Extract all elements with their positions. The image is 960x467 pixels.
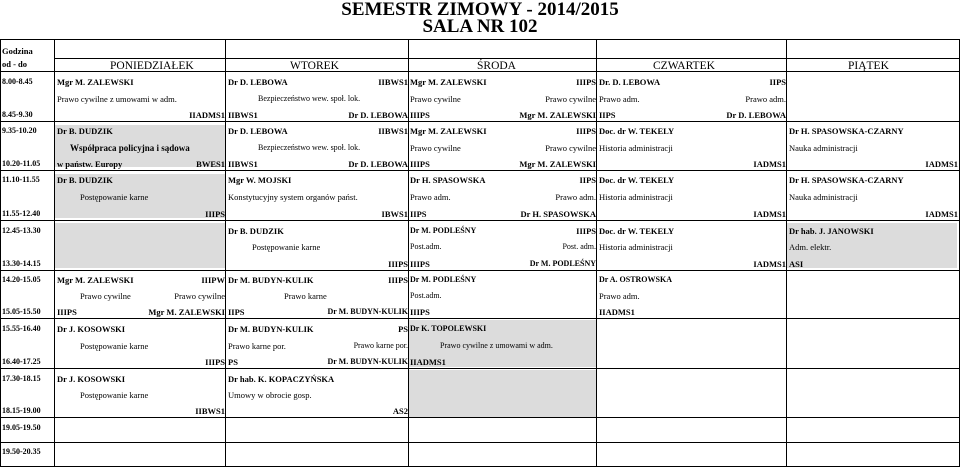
course: Prawo adm.	[555, 192, 596, 202]
group: IIPS	[599, 110, 616, 120]
course: Prawo cywilne	[410, 143, 461, 153]
course: Post.adm.	[410, 242, 442, 251]
group: IIPS	[579, 175, 596, 185]
time-label: 18.15-19.00	[2, 406, 41, 415]
course: Prawo karne por.	[353, 341, 408, 350]
course: Adm. elektr.	[789, 242, 832, 252]
teacher: Dr H. SPASOWSKA-CZARNY	[789, 175, 904, 185]
course: Prawo karne por.	[228, 341, 286, 351]
group: IIIPW	[201, 275, 225, 285]
time-label: 11.10-11.55	[2, 175, 40, 184]
course: Prawo adm.	[745, 94, 786, 104]
course: Bezpieczeństwo wew. społ. lok.	[258, 94, 361, 103]
teacher: Dr D. LEBOWA	[348, 159, 408, 169]
header-day-wed: ŚRODA	[477, 60, 516, 72]
teacher: Dr hab. J. JANOWSKI	[789, 226, 874, 236]
shade-mon-r4	[54, 223, 225, 268]
group: IBWS1	[381, 209, 408, 219]
group: IIIPS	[410, 307, 430, 317]
course: Prawo adm.	[599, 94, 640, 104]
teacher: Dr D. LEBOWA	[228, 126, 288, 136]
group: ASI	[789, 259, 804, 269]
teacher: Mgr M. ZALEWSKI	[57, 77, 134, 87]
group: PS	[228, 357, 238, 367]
rule-col-time	[54, 39, 55, 467]
title-room: SALA NR 102	[422, 16, 538, 37]
group: IIIPS	[57, 307, 77, 317]
group: BWES1	[196, 159, 225, 169]
group: IIIPS	[410, 259, 430, 269]
course: Prawo karne	[284, 291, 327, 301]
group: IIIPS	[576, 77, 596, 87]
course: Prawo cywilne	[545, 94, 596, 104]
teacher: Dr M. BUDYN-KULIK	[228, 324, 314, 334]
course: Postępowanie karne	[80, 390, 149, 400]
teacher: Dr H. SPASOWSKA	[410, 175, 486, 185]
group: IIIPS	[388, 259, 408, 269]
teacher: Dr J. KOSOWSKI	[57, 324, 126, 334]
group: IIIPS	[576, 226, 596, 236]
course: Prawo cywilne	[410, 94, 461, 104]
teacher: Mgr M. ZALEWSKI	[519, 159, 596, 169]
course: Postępowanie karne	[80, 341, 149, 351]
teacher: Dr A. OSTROWSKA	[599, 275, 672, 284]
teacher: Dr H. SPASOWSKA-CZARNY	[789, 126, 904, 136]
course: Historia administracji	[599, 192, 673, 202]
teacher: Dr M. BUDYN-KULIK	[228, 275, 314, 285]
rule-header-top	[0, 39, 960, 40]
rule-row-3	[0, 220, 960, 221]
group: IADMS1	[925, 159, 958, 169]
header-day-tue: WTOREK	[290, 60, 339, 72]
rule-row-2	[0, 170, 960, 171]
rule-col-left	[0, 39, 1, 467]
time-label: 12.45-13.30	[2, 226, 41, 235]
teacher: Dr M. PODLEŚNY	[529, 259, 596, 268]
group: IIADMS1	[189, 110, 225, 120]
rule-col-tue	[408, 39, 409, 467]
teacher: Dr B. DUDZIK	[57, 126, 113, 136]
teacher: Mgr W. MOJSKI	[228, 175, 292, 185]
course: Post. adm.	[562, 242, 596, 251]
rule-row-4	[0, 270, 960, 271]
course: Prawo adm.	[410, 192, 451, 202]
course: Postępowanie karne	[80, 192, 149, 202]
group: IIPS	[228, 307, 245, 317]
teacher: Dr J. KOSOWSKI	[57, 374, 126, 384]
group: IIPS	[410, 209, 427, 219]
time-label: 9.35-10.20	[2, 126, 37, 135]
header-hours-2: od - do	[2, 59, 28, 69]
group: IIIPS	[410, 110, 430, 120]
header-hours-1: Godzina	[2, 46, 33, 56]
group: IADMS1	[753, 209, 786, 219]
group: IIBWS1	[378, 126, 408, 136]
header-day-mon: PONIEDZIAŁEK	[110, 60, 194, 72]
teacher: Dr B. DUDZIK	[228, 226, 284, 236]
rule-row-5	[0, 318, 960, 319]
teacher: Mgr M. ZALEWSKI	[519, 110, 596, 120]
course: Konstytucyjny system organów państ.	[228, 192, 358, 202]
course: Prawo adm.	[599, 291, 640, 301]
time-label: 8.45-9.30	[2, 110, 33, 119]
teacher: Dr H. SPASOWSKA	[520, 209, 596, 219]
time-label: 13.30-14.15	[2, 259, 41, 268]
teacher: Doc. dr W. TEKELY	[599, 226, 675, 236]
group: IADMS1	[753, 259, 786, 269]
rule-row-1	[0, 121, 960, 122]
rule-col-thu	[786, 39, 787, 467]
time-label: 17.30-18.15	[2, 374, 41, 383]
rule-col-mon	[225, 39, 226, 467]
rule-row-6	[0, 368, 960, 369]
time-label: 19.05-19.50	[2, 423, 41, 432]
group: IADMS1	[753, 159, 786, 169]
teacher: Dr K. TOPOLEWSKI	[410, 324, 487, 333]
teacher: Dr. D. LEBOWA	[599, 77, 661, 87]
teacher: Doc. dr W. TEKELY	[599, 126, 675, 136]
header-day-thu: CZWARTEK	[653, 60, 715, 72]
time-label: 15.55-16.40	[2, 324, 41, 333]
teacher: Doc. dr W. TEKELY	[599, 175, 675, 185]
course: Współpraca policyjna i sądowa	[70, 143, 190, 153]
group: IIBWS1	[228, 110, 258, 120]
group: IIIPS	[410, 159, 430, 169]
group: IIBWS1	[378, 77, 408, 87]
teacher: Dr M. BUDYN-KULIK	[327, 357, 408, 366]
rule-day-line	[54, 58, 960, 59]
time-label: 10.20-11.05	[2, 159, 41, 168]
course: Historia administracji	[599, 242, 673, 252]
header-day-fri: PIĄTEK	[848, 60, 889, 72]
group: IIIPS	[576, 126, 596, 136]
course: Prawo cywilne z umowami w adm.	[57, 94, 177, 104]
teacher: Dr B. DUDZIK	[57, 175, 113, 185]
course: Prawo cywilne	[174, 291, 225, 301]
course: Nauka administracji	[789, 143, 858, 153]
course: Bezpieczeństwo wew. społ. lok.	[258, 143, 361, 152]
time-label: 19.50-20.35	[2, 447, 41, 456]
teacher: Mgr M. ZALEWSKI	[410, 77, 487, 87]
course: Prawo cywilne	[80, 291, 131, 301]
course: Post.adm.	[410, 291, 442, 300]
time-label: 11.55-12.40	[2, 209, 41, 218]
rule-col-wed	[596, 39, 597, 467]
teacher: Mgr M. ZALEWSKI	[148, 307, 225, 317]
time-label: 8.00-8.45	[2, 77, 33, 86]
rule-row-8	[0, 442, 960, 443]
teacher: Mgr M. ZALEWSKI	[410, 126, 487, 136]
group: IIADMS1	[599, 307, 635, 317]
course: Historia administracji	[599, 143, 673, 153]
teacher: Dr M. PODLEŚNY	[410, 275, 477, 284]
teacher: Dr M. BUDYN-KULIK	[327, 307, 408, 316]
group: IADMS1	[925, 209, 958, 219]
course: Postępowanie karne	[252, 242, 321, 252]
teacher: Dr hab. K. KOPACZYŃSKA	[228, 374, 335, 384]
teacher: Dr D. LEBOWA	[726, 110, 786, 120]
group: IIBWS1	[228, 159, 258, 169]
group: IIIPS	[205, 357, 225, 367]
title-semester: SEMESTR ZIMOWY - 2014/2015	[341, 0, 619, 20]
teacher: Dr M. PODLEŚNY	[410, 226, 477, 235]
course: Prawo cywilne	[545, 143, 596, 153]
course: Umowy w obrocie gosp.	[228, 390, 312, 400]
time-label: 16.40-17.25	[2, 357, 41, 366]
teacher: Dr D. LEBOWA	[348, 110, 408, 120]
course: Nauka administracji	[789, 192, 858, 202]
group: IIIPS	[388, 275, 408, 285]
teacher: Dr D. LEBOWA	[228, 77, 288, 87]
group: IIBWS1	[195, 406, 225, 416]
group: IIADMS1	[410, 357, 446, 367]
shade-wed-r7	[408, 370, 596, 417]
rule-row-7	[0, 417, 960, 418]
group: IIPS	[769, 77, 786, 87]
group: PS	[398, 324, 408, 334]
group: AS2	[392, 406, 408, 416]
time-label: 15.05-15.50	[2, 307, 41, 316]
course: Prawo cywilne z umowami w adm.	[440, 341, 553, 350]
group: IIIPS	[205, 209, 225, 219]
time-label: 14.20-15.05	[2, 275, 41, 284]
course: w państw. Europy	[57, 159, 123, 169]
teacher: Mgr M. ZALEWSKI	[57, 275, 134, 285]
